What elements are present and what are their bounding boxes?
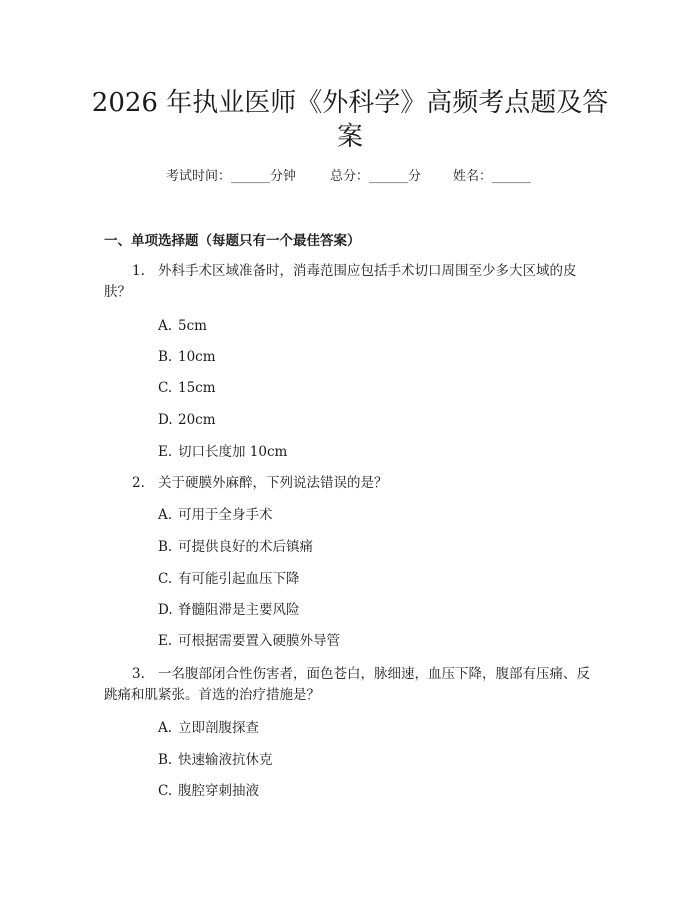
question-number: 3. xyxy=(132,666,145,682)
option-letter: C. xyxy=(158,380,173,396)
answer-option xyxy=(158,537,313,557)
option-text: 20cm xyxy=(178,412,216,428)
total-score-field: 总分：______分 xyxy=(330,169,422,184)
answer-option xyxy=(158,631,340,651)
option-text: 脊髓阻滞是主要风险 xyxy=(178,602,300,618)
answer-option xyxy=(158,442,287,462)
option-letter: E. xyxy=(158,633,173,649)
answer-option xyxy=(158,781,259,801)
option-letter: A. xyxy=(158,720,173,736)
option-letter: B. xyxy=(158,752,173,768)
option-text: 立即剖腹探查 xyxy=(178,720,259,736)
option-text: 5cm xyxy=(178,318,207,334)
option-letter: B. xyxy=(158,539,173,555)
option-letter: A. xyxy=(158,318,173,334)
question-number: 2. xyxy=(132,475,145,491)
option-text: 切口长度加 10cm xyxy=(178,444,288,460)
answer-option xyxy=(158,750,273,770)
answer-option xyxy=(158,316,207,336)
option-text: 有可能引起血压下降 xyxy=(178,571,300,587)
question-text-continuation: 跳痛和肌紧张。首选的治疗措施是？ xyxy=(104,687,320,703)
option-letter: D. xyxy=(158,412,173,428)
exam-time-field: 考试时间：______分钟 xyxy=(166,169,297,184)
question-text: 关于硬膜外麻醉，下列说法错误的是？ xyxy=(158,475,388,491)
page-title: 2026 年执业医师《外科学》高频考点题及答 xyxy=(91,88,609,118)
option-letter: A. xyxy=(158,507,173,523)
option-text: 可提供良好的术后镇痛 xyxy=(178,539,313,555)
section-heading: 一、单项选择题（每题只有一个最佳答案） xyxy=(104,233,361,249)
name-field: 姓名：______ xyxy=(453,169,532,184)
question-text: 一名腹部闭合性伤害者，面色苍白，脉细速，血压下降，腹部有压痛、反 xyxy=(158,666,590,682)
answer-option xyxy=(158,378,216,398)
answer-option xyxy=(158,410,216,430)
option-text: 10cm xyxy=(178,349,216,365)
option-text: 快速输液抗休克 xyxy=(178,752,273,768)
question-number: 1. xyxy=(132,263,145,279)
answer-option xyxy=(158,347,216,367)
option-letter: C. xyxy=(158,571,173,587)
option-text: 15cm xyxy=(178,380,216,396)
option-text: 可根据需要置入硬膜外导管 xyxy=(178,633,340,649)
option-letter: D. xyxy=(158,602,173,618)
option-letter: B. xyxy=(158,349,173,365)
question-text: 外科手术区域准备时，消毒范围应包括手术切口周围至少多大区域的皮 xyxy=(158,263,577,279)
option-letter: E. xyxy=(158,444,173,460)
option-text: 腹腔穿刺抽液 xyxy=(178,783,259,799)
question-text-continuation: 肤？ xyxy=(104,284,131,300)
answer-option xyxy=(158,569,300,589)
answer-option xyxy=(158,718,259,738)
option-letter: C. xyxy=(158,783,173,799)
page-title-continuation: 案 xyxy=(336,122,363,152)
answer-option xyxy=(158,505,273,525)
answer-option xyxy=(158,600,300,620)
option-text: 可用于全身手术 xyxy=(178,507,273,523)
